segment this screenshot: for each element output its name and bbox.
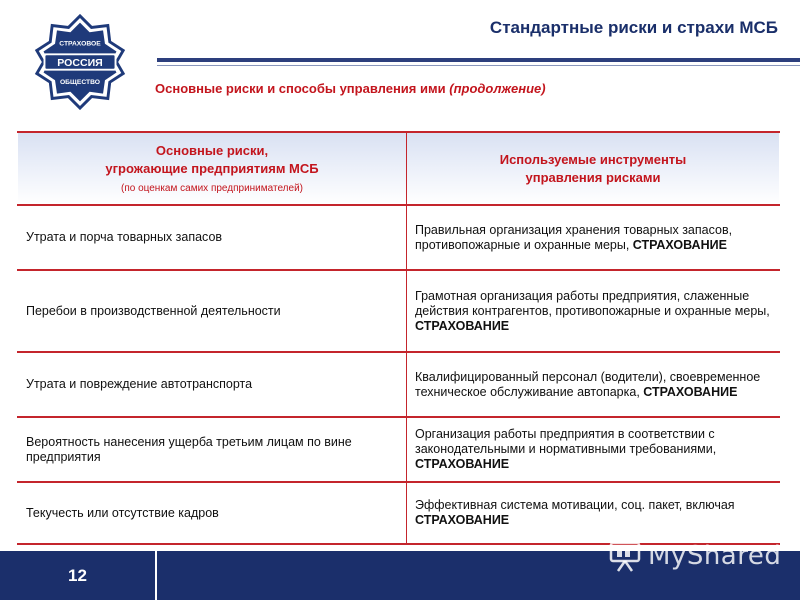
table-row [18, 417, 780, 482]
tool-cell [407, 417, 780, 482]
risks-table [17, 131, 780, 545]
risks-header-line2: угрожающие предприятиям МСБ [105, 160, 319, 176]
risk-cell: Утрата и повреждение автотранспорта [18, 352, 407, 417]
page-subtitle [155, 81, 546, 96]
tool-text: Эффективная система мотивации, соц. пакет, включая [415, 498, 735, 512]
tool-text: Грамотная организация работы предприятия, слаженные действия контрагентов, противопожарные и охранные меры, [415, 288, 770, 318]
logo-top-text: СТРАХОВОЕ [59, 40, 101, 48]
presentation-board-icon [608, 539, 642, 573]
tools-header-line1: Используемые инструменты [499, 151, 687, 167]
logo-main-text: РОССИЯ [57, 56, 103, 69]
risk-cell: Вероятность нанесения ущерба третьим лицам по вине предприятия [18, 417, 407, 482]
subtitle-text: Основные риски и способы управления ими [155, 81, 446, 96]
page-number: 12 [68, 566, 87, 585]
table-row [18, 352, 780, 417]
company-logo [32, 14, 128, 110]
insurance-text: СТРАХОВАНИЕ [643, 384, 738, 399]
insurance-text: СТРАХОВАНИЕ [415, 318, 510, 333]
tool-text: Квалифицированный персонал (водители), своевременное техническое обслуживание автопарка, [415, 369, 761, 399]
table-row [18, 270, 780, 352]
insurance-text: СТРАХОВАНИЕ [415, 457, 510, 471]
header-rule [157, 58, 800, 62]
risk-cell: Перебои в производственной деятельности [18, 270, 407, 352]
insurance-text: СТРАХОВАНИЕ [632, 237, 727, 252]
tools-header-line2: управления рисками [525, 169, 661, 185]
watermark-text: MyShared [648, 541, 782, 571]
tools-column-header [407, 132, 780, 205]
logo-bottom-text: ОБЩЕСТВО [59, 79, 101, 87]
table-header-row [18, 132, 780, 205]
header-rule-thin [157, 65, 800, 66]
footer-separator [155, 551, 157, 600]
tool-cell [407, 270, 780, 352]
tool-cell [407, 352, 780, 417]
risks-header-note: (по оценкам самих предпринимателей) [120, 182, 303, 194]
risks-header-line1: Основные риски, [155, 142, 269, 158]
risks-column-header [18, 132, 407, 205]
tool-text: Правильная организация хранения товарных запасов, противопожарные и охранные меры, [415, 222, 733, 252]
tool-cell [407, 482, 780, 544]
risk-cell: Текучесть или отсутствие кадров [18, 482, 407, 544]
watermark [608, 536, 781, 576]
table-row [18, 482, 780, 544]
page-title: Стандартные риски и страхи МСБ [489, 18, 778, 37]
subtitle-note: (продолжение) [449, 81, 546, 96]
insurance-text: СТРАХОВАНИЕ [415, 513, 510, 527]
table-row [18, 205, 780, 270]
tool-text: Организация работы предприятия в соответствии с законодательными и нормативными требованиями, [415, 427, 717, 456]
risk-cell: Утрата и порча товарных запасов [18, 205, 407, 270]
tool-cell [407, 205, 780, 270]
